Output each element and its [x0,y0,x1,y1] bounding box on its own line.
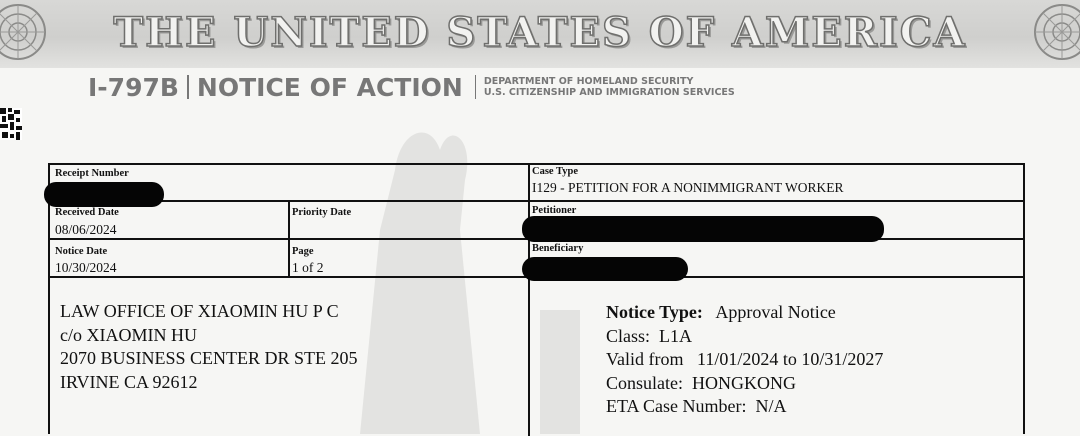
address-line-2: c/o XIAOMIN HU [60,324,197,345]
consulate-label: Consulate: [606,372,683,393]
mailing-address [60,300,358,394]
form-id: I-797B [88,72,179,102]
address-line-4: IRVINE CA 92612 [60,371,198,392]
form-header [88,70,735,104]
agency-line-1: DEPARTMENT OF HOMELAND SECURITY [483,76,694,87]
notice-type-row [606,301,883,325]
receipt-number-redaction [44,182,164,207]
valid-row [606,348,883,372]
notice-details [606,301,883,419]
eta-label: ETA Case Number: [606,396,747,416]
page-label: Page [292,246,314,257]
eta-value: N/A [755,396,787,416]
rosette-ornament-left [0,2,48,62]
barcode-icon [0,106,22,142]
beneficiary-label: Beneficiary [532,243,584,254]
case-type-label: Case Type [532,166,578,177]
case-type-value: I129 - PETITION FOR A NONIMMIGRANT WORKER [532,180,844,195]
address-line-1: LAW OFFICE OF XIAOMIN HU P C [60,301,339,321]
priority-date-label: Priority Date [292,207,352,218]
beneficiary-redaction [522,257,688,281]
received-date-label: Received Date [55,207,119,218]
consulate-row [606,372,883,396]
notice-date-value: 10/30/2024 [55,260,117,275]
class-value: L1A [659,325,693,346]
received-date-value: 08/06/2024 [55,222,117,237]
address-line-3: 2070 BUSINESS CENTER DR STE 205 [60,348,358,368]
form-name: NOTICE OF ACTION [196,72,463,102]
agency-line-2: U.S. CITIZENSHIP AND IMMIGRATION SERVICES [483,87,735,98]
agency-name [484,76,735,98]
consulate-value: HONGKONG [692,372,796,393]
header-divider [187,75,189,99]
banner-title: THE UNITED STATES OF AMERICA [113,8,967,56]
eta-row [606,395,883,419]
class-label: Class: [606,325,651,346]
document-banner [0,0,1080,68]
page-value: 1 of 2 [292,260,324,275]
petitioner-label: Petitioner [532,205,577,216]
notice-type-value: Approval Notice [715,302,836,322]
valid-value: 11/01/2024 to 10/31/2027 [696,349,884,369]
receipt-number-label: Receipt Number [55,168,129,179]
notice-type-label: Notice Type: [606,302,703,322]
class-row [606,325,883,349]
header-divider-thin [475,75,476,99]
petitioner-redaction [522,216,884,242]
notice-date-label: Notice Date [55,246,108,257]
rosette-ornament-right [1032,2,1080,62]
valid-label: Valid from [606,349,684,369]
